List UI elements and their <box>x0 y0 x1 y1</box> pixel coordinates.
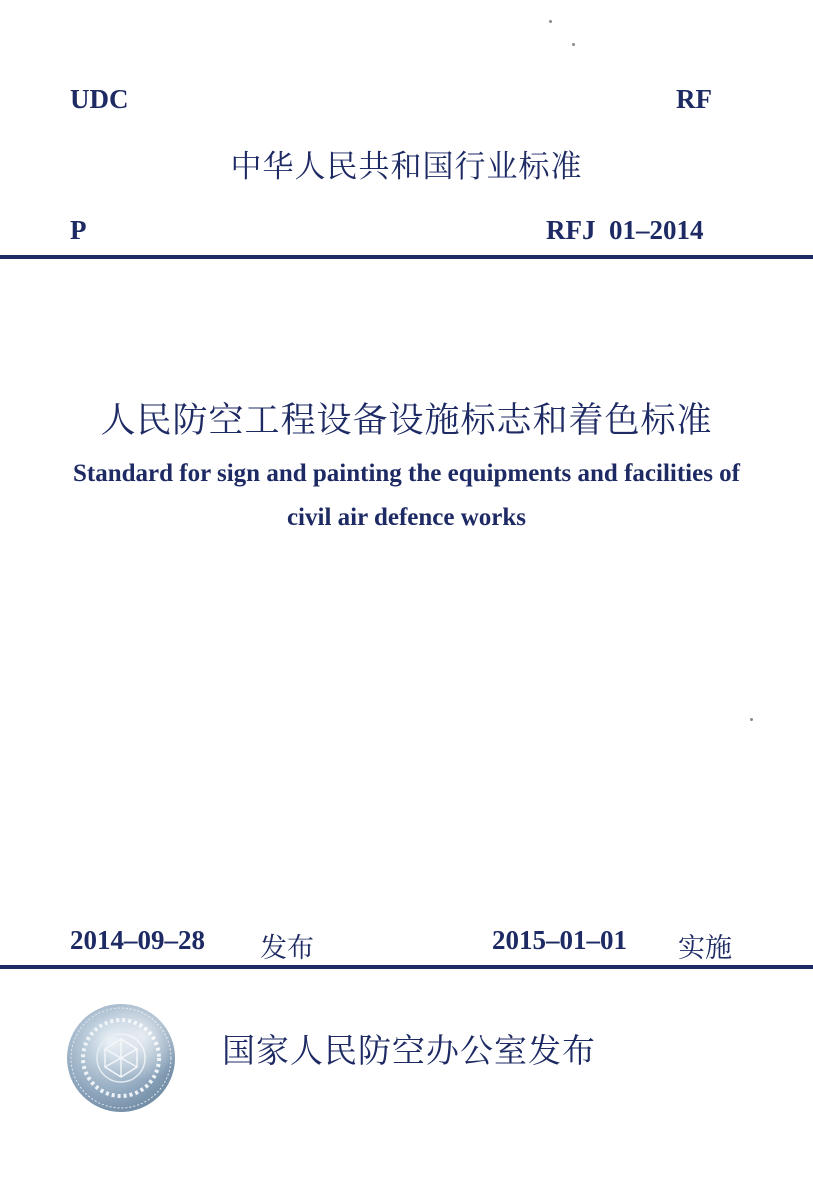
publisher: 国家人民防空办公室发布 <box>222 1031 596 1070</box>
title-english-line2: civil air defence works <box>286 504 527 531</box>
speck <box>549 20 552 23</box>
industry-standard-title: 中华人民共和国行业标准 <box>230 149 583 185</box>
issue-date: 2014–09–28 <box>70 925 205 955</box>
classification-code: P <box>70 215 87 245</box>
bottom-divider <box>0 965 813 969</box>
speck <box>572 43 575 46</box>
hologram-seal-icon <box>66 1003 176 1113</box>
standard-number: RFJ 01–2014 <box>546 215 704 245</box>
title-chinese: 人民防空工程设备设施标志和着色标准 <box>100 401 713 441</box>
implementation-date: 2015–01–01 <box>492 925 627 955</box>
implementation-label: 实施 <box>678 933 732 964</box>
speck <box>750 718 753 721</box>
issue-label: 发布 <box>260 933 314 964</box>
top-divider <box>0 255 813 259</box>
udc-label: UDC <box>70 84 129 114</box>
title-english-line1: Standard for sign and painting the equipments and facilities of <box>72 460 741 487</box>
rf-label: RF <box>676 84 712 114</box>
